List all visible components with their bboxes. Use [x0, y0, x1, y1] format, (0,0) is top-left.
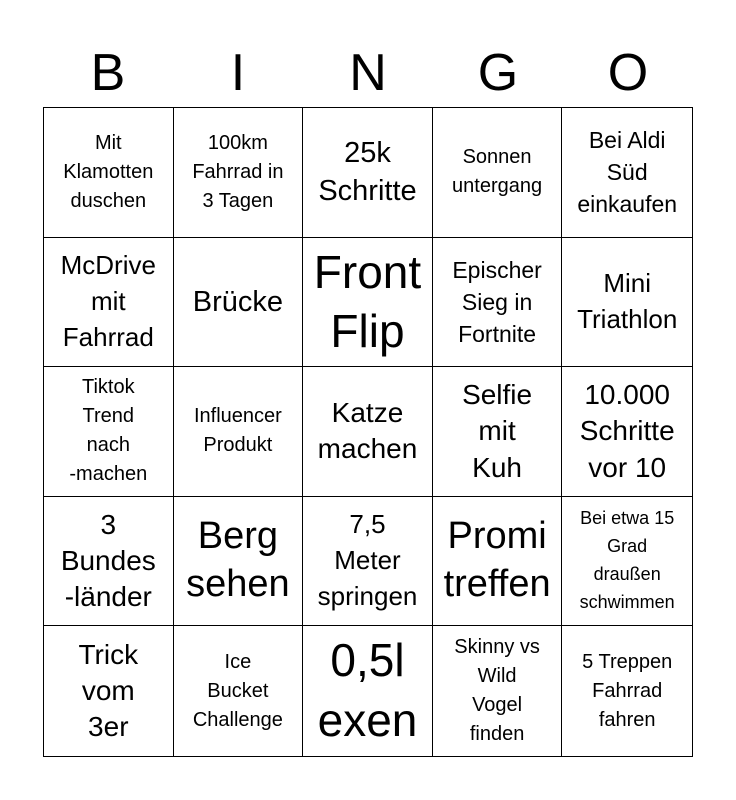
- bingo-cell[interactable]: 25k Schritte: [303, 108, 433, 238]
- bingo-cell[interactable]: Bei Aldi Süd einkaufen: [562, 108, 692, 238]
- bingo-cell[interactable]: Mini Triathlon: [562, 238, 692, 368]
- bingo-cell[interactable]: McDrive mit Fahrrad: [44, 238, 174, 368]
- bingo-cell[interactable]: 10.000 Schritte vor 10: [562, 367, 692, 497]
- bingo-cell[interactable]: Trick vom 3er: [44, 626, 174, 756]
- bingo-cell[interactable]: Tiktok Trend nach -machen: [44, 367, 174, 497]
- bingo-cell[interactable]: Ice Bucket Challenge: [174, 626, 304, 756]
- bingo-cell[interactable]: 0,5l exen: [303, 626, 433, 756]
- bingo-cell[interactable]: Skinny vs Wild Vogel finden: [433, 626, 563, 756]
- bingo-cell[interactable]: Influencer Produkt: [174, 367, 304, 497]
- bingo-cell[interactable]: Epischer Sieg in Fortnite: [433, 238, 563, 368]
- header-letter-o: O: [607, 44, 649, 102]
- bingo-cell[interactable]: Selfie mit Kuh: [433, 367, 563, 497]
- bingo-cell[interactable]: Sonnen untergang: [433, 108, 563, 238]
- bingo-cell[interactable]: 7,5 Meter springen: [303, 497, 433, 627]
- bingo-cell[interactable]: Berg sehen: [174, 497, 304, 627]
- bingo-cell[interactable]: Mit Klamotten duschen: [44, 108, 174, 238]
- bingo-header: [43, 38, 693, 108]
- bingo-cell[interactable]: 100km Fahrrad in 3 Tagen: [174, 108, 304, 238]
- bingo-cell[interactable]: Promi treffen: [433, 497, 563, 627]
- header-letter-g: G: [477, 44, 519, 102]
- bingo-cell[interactable]: Front Flip: [303, 238, 433, 368]
- header-letter-n: N: [349, 44, 387, 102]
- bingo-cell[interactable]: Brücke: [174, 238, 304, 368]
- bingo-cell[interactable]: Bei etwa 15 Grad draußen schwimmen: [562, 497, 692, 627]
- bingo-cell[interactable]: Katze machen: [303, 367, 433, 497]
- header-letter-b: B: [90, 44, 126, 102]
- bingo-board: [43, 107, 693, 757]
- bingo-cell[interactable]: 3 Bundes -länder: [44, 497, 174, 627]
- header-letter-i: I: [230, 44, 246, 102]
- bingo-cell[interactable]: 5 Treppen Fahrrad fahren: [582, 650, 673, 731]
